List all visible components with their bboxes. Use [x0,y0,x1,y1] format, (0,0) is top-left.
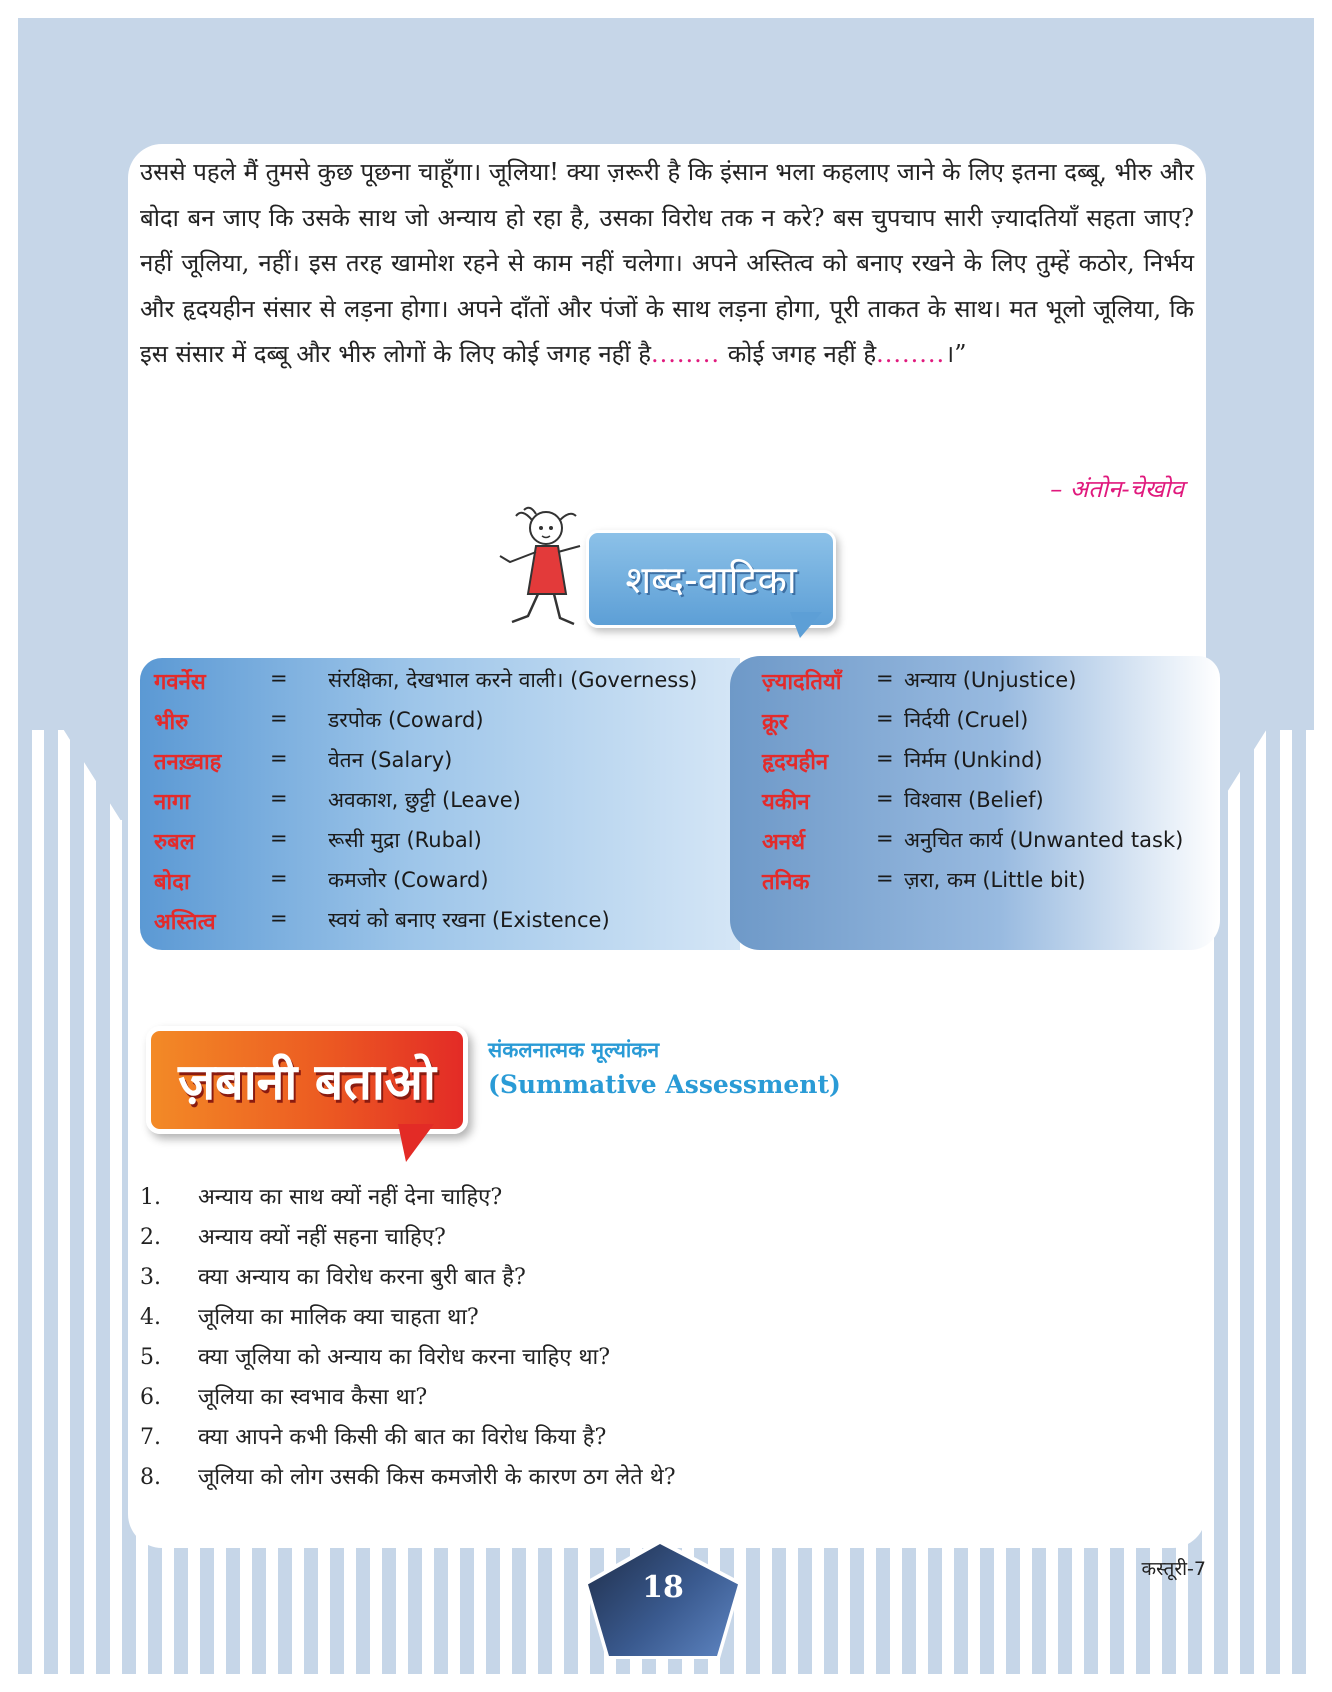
zabani-batao-title: ज़बानी बताओ [146,1026,468,1134]
zabani-bubble-tail [398,1124,434,1162]
vocab-word: गवर्नेस [154,670,206,695]
question-number: 8. [140,1465,161,1490]
question-text: क्या अन्याय का विरोध करना बुरी बात है? [198,1265,526,1290]
vocab-meaning: स्वयं को बनाए रखना (Existence) [328,908,610,932]
question-number: 6. [140,1385,161,1410]
vocab-word: यकीन [762,790,810,815]
question-number: 3. [140,1265,161,1290]
question-text: क्या आपने कभी किसी की बात का विरोध किया है? [198,1425,607,1450]
assessment-heading-english: (Summative Assessment) [488,1070,841,1099]
shabd-vatika-title: शब्द-वाटिका [586,530,836,628]
vocab-word: नागा [154,790,190,815]
vocab-meaning: रूसी मुद्रा (Rubal) [328,828,482,852]
passage-end: ।” [945,340,967,368]
vocab-meaning: डरपोक (Coward) [328,708,484,732]
vocab-equals: = [876,786,894,810]
vocab-word: तनिक [762,870,810,895]
ellipsis-2: ........ [876,340,946,368]
question-text: जूलिया का मालिक क्या चाहता था? [198,1305,479,1330]
vocab-equals: = [270,826,288,850]
question-item [140,1258,1140,1298]
vocab-equals: = [876,866,894,890]
vocab-meaning: निर्दयी (Cruel) [904,708,1029,732]
passage-text: उससे पहले मैं तुमसे कुछ पूछना चाहूँगा। जूलिया! क्या ज़रूरी है कि इंसान भला कहलाए जाने के लिए इतना दब्बू, भीरु और बोदा बन जाए कि उसके साथ जो अन्याय हो रहा है, उसका विरोध तक न करे? बस चुपचाप सारी ज़्यादतियाँ सहता जाए? नहीं जूलिया, नहीं। इस तरह खामोश रहने से काम नहीं चलेगा। अपने अस्तित्व को बनाए रखने के लिए तुम्हें कठोर, निर्भय और हृदयहीन संसार से लड़ना होगा। अपने दाँतों और पंजों के साथ लड़ना होगा, पूरी ताकत के साथ। मत भूलो जूलिया, कि इस संसार में दब्बू और भीरु लोगों के लिए कोई जगह नहीं है [140,158,1194,368]
vocab-meaning: वेतन (Salary) [328,748,453,772]
shabd-vatika-bubble-tail [790,612,822,638]
question-item [140,1458,1140,1498]
question-number: 1. [140,1185,161,1210]
vocab-meaning: संरक्षिका, देखभाल करने वाली। (Governess) [328,668,698,692]
question-text: क्या जूलिया को अन्याय का विरोध करना चाहिए था? [198,1345,610,1370]
vocab-equals: = [876,826,894,850]
vocab-word: ज़्यादतियाँ [762,670,842,695]
vocab-equals: = [876,706,894,730]
vocab-equals: = [270,866,288,890]
vocab-meaning: अन्याय (Unjustice) [904,668,1077,692]
vocab-equals: = [876,666,894,690]
question-number: 7. [140,1425,161,1450]
vocab-meaning: अनुचित कार्य (Unwanted task) [904,828,1184,852]
question-item [140,1218,1140,1258]
question-text: जूलिया को लोग उसकी किस कमजोरी के कारण ठग लेते थे? [198,1465,676,1490]
question-item [140,1178,1140,1218]
vocab-word: भीरु [154,710,189,735]
vocab-equals: = [270,706,288,730]
vocab-word: क्रूर [762,710,788,735]
book-title: कस्तूरी-7 [1141,1558,1206,1580]
vocab-word: हृदयहीन [762,750,829,775]
vocab-meaning: निर्मम (Unkind) [904,748,1043,772]
vocab-meaning: कमजोर (Coward) [328,868,489,892]
question-item [140,1298,1140,1338]
vocab-equals: = [270,746,288,770]
vocab-equals: = [876,746,894,770]
vocab-word: रुबल [154,830,195,855]
vocab-equals: = [270,906,288,930]
question-text: अन्याय क्यों नहीं सहना चाहिए? [198,1225,446,1250]
running-girl-illustration [488,506,598,636]
assessment-heading-hindi: संकलनात्मक मूल्यांकन [488,1038,660,1062]
vocab-equals: = [270,666,288,690]
story-passage [140,150,1194,378]
question-number: 2. [140,1225,161,1250]
question-item [140,1418,1140,1458]
question-number: 5. [140,1345,161,1370]
vocab-word: अनर्थ [762,830,806,855]
question-item [140,1378,1140,1418]
question-text: जूलिया का स्वभाव कैसा था? [198,1385,428,1410]
vocab-word: तनख़्वाह [154,750,222,775]
question-item [140,1338,1140,1378]
vocab-word: अस्तित्व [154,910,216,935]
passage-middle: कोई जगह नहीं है [720,340,877,368]
ellipsis-1: ........ [651,340,721,368]
vocab-meaning: विश्वास (Belief) [904,788,1044,812]
vocab-meaning: अवकाश, छुट्टी (Leave) [328,788,521,812]
page-number: 18 [642,1570,684,1605]
vocab-equals: = [270,786,288,810]
vocab-word: बोदा [154,870,190,895]
question-number: 4. [140,1305,161,1330]
question-list [140,1178,1140,1498]
question-text: अन्याय का साथ क्यों नहीं देना चाहिए? [198,1185,503,1210]
vocab-meaning: ज़रा, कम (Little bit) [904,868,1086,892]
author-credit: – अंतोन-चेखोव [1050,475,1184,503]
